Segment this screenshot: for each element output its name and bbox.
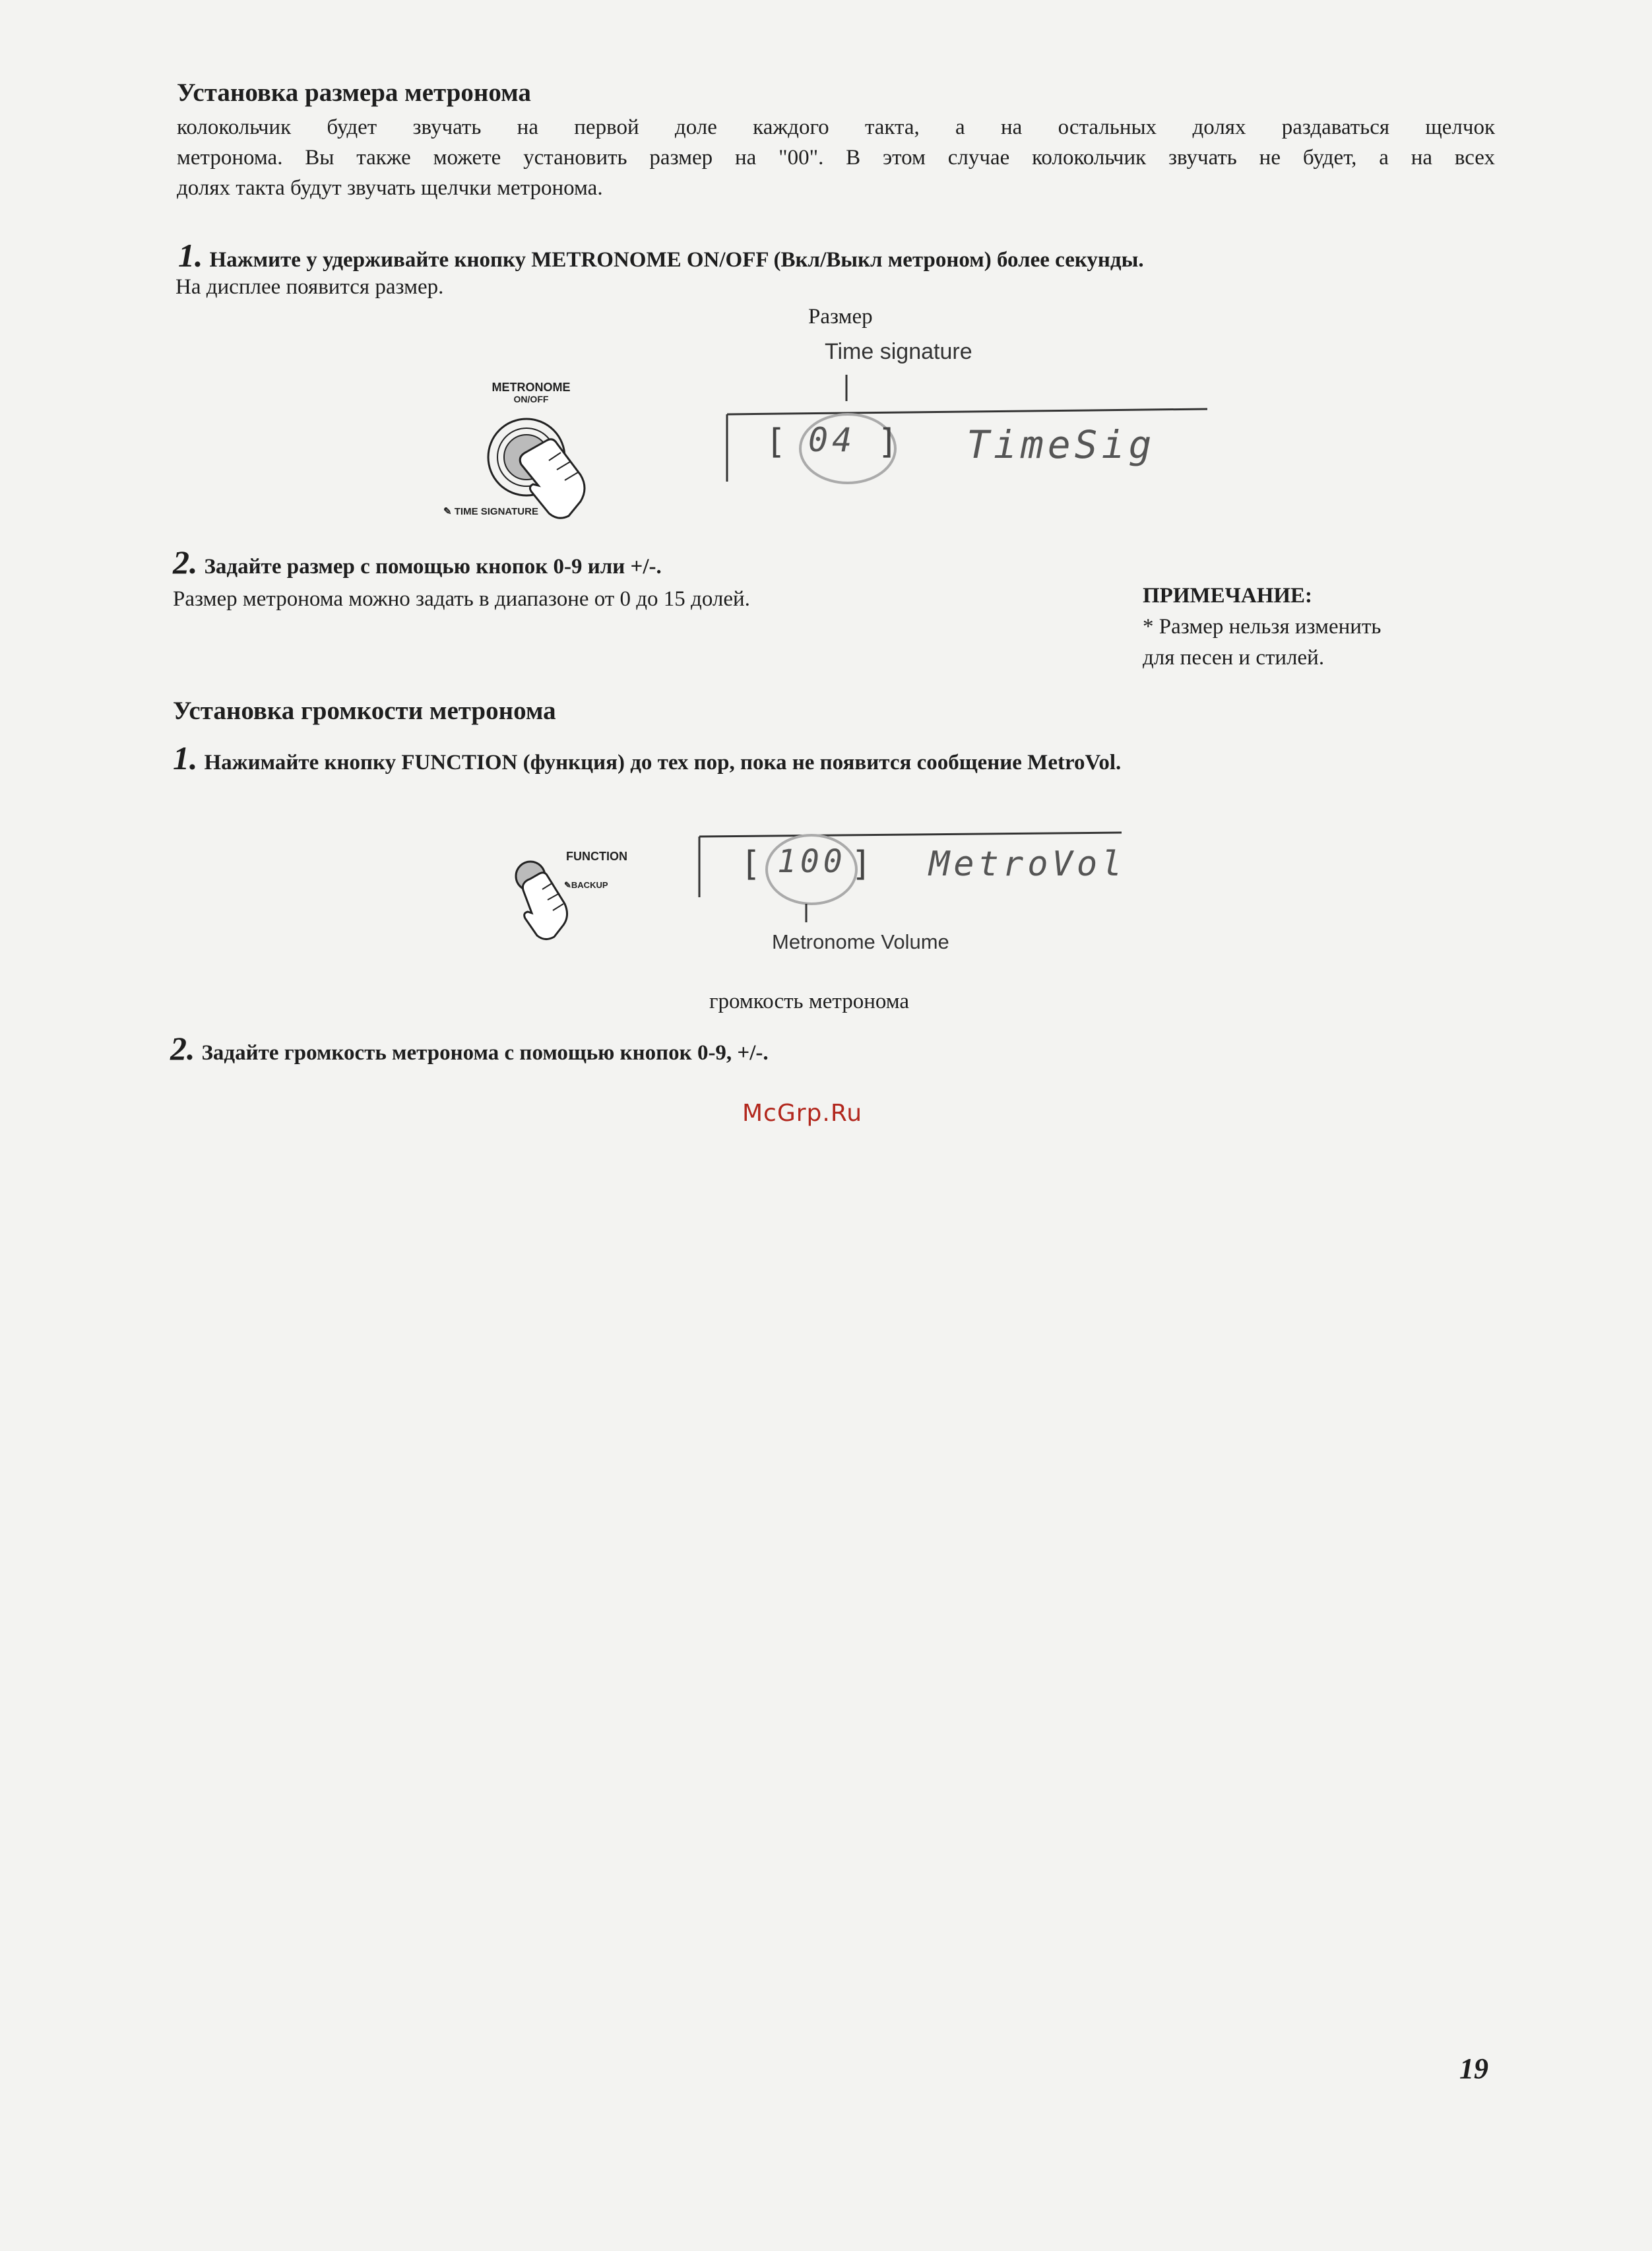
step-number: 1.: [173, 740, 198, 777]
note-title: ПРИМЕЧАНИЕ:: [1143, 584, 1313, 608]
metronome-button-label: [485, 381, 577, 405]
section-title-metronome-size: Установка размера метронома: [177, 79, 531, 107]
display-bracket-right: ]: [877, 422, 899, 462]
step-text: Задайте размер с помощью кнопок 0-9 или +/-.: [204, 555, 662, 579]
step-number: 1.: [178, 237, 203, 274]
figure-label-time-signature-en: Time signature: [825, 339, 972, 364]
display-text-metrovol: MetroVol: [929, 844, 1126, 884]
backup-label: [564, 880, 608, 891]
step-text: Задайте громкость метронома с помощью кнопок 0-9, +/-.: [201, 1041, 769, 1065]
time-signature-label: [443, 505, 538, 517]
display-value-time-signature: 04: [808, 421, 856, 459]
step-2-time-signature: [173, 543, 662, 581]
pen-icon: ✎: [564, 880, 571, 890]
section-title-metronome-volume: Установка громкости метронома: [173, 697, 556, 725]
backup-text: BACKUP: [571, 880, 608, 890]
display-value-volume: 100: [777, 843, 846, 880]
step-text: Нажимайте кнопку FUNCTION (функция) до тех пор, пока не появится сообщение MetroVol.: [204, 751, 1122, 775]
note-line: * Размер нельзя изменить: [1143, 615, 1382, 639]
step-number: 2.: [170, 1030, 195, 1067]
button-label-line: METRONOME: [492, 381, 571, 394]
step-number: 2.: [173, 544, 198, 581]
note-box: [1143, 581, 1381, 674]
step-text: Нажмите у удерживайте кнопку METRONOME ON/OFF (Вкл/Выкл метроном) более секунды.: [209, 248, 1144, 272]
note-line: для песен и стилей.: [1143, 646, 1325, 670]
function-button[interactable]: [516, 862, 548, 893]
display-bracket-right: ]: [851, 844, 872, 884]
paragraph-line: долях такта будут звучать щелчки метронома.: [177, 176, 603, 200]
time-signature-text: TIME SIGNATURE: [454, 506, 538, 517]
figure-label-metronome-volume-ru: громкость метронома: [709, 990, 910, 1013]
figure-label-metronome-volume-en: Metronome Volume: [772, 930, 949, 953]
watermark: McGrp.Ru: [742, 1100, 863, 1127]
step-1-subtext: На дисплее появится размер.: [175, 275, 444, 299]
page-number: 19: [1459, 2052, 1488, 2085]
button-label-line: ON/OFF: [513, 394, 549, 404]
step-2-subtext: Размер метронома можно задать в диапазоне от 0 до 15 долей.: [173, 587, 750, 611]
display-bracket-left: [: [740, 844, 761, 884]
step-2-volume: [170, 1029, 769, 1067]
step-1-volume: [173, 739, 1121, 777]
figure-label-time-signature-ru: Размер: [808, 305, 873, 329]
paragraph-line: колокольчик будет звучать на первой доле каждого такта, а на остальных долях раздаваться щелчок: [177, 115, 1495, 139]
display-text-timesig: TimeSig: [967, 422, 1156, 467]
paragraph-line: метронома. Вы также можете установить размер на "00". В этом случае колокольчик звучать не будет, а на всех: [177, 146, 1495, 170]
step-1-time-signature: [178, 236, 1144, 274]
function-button-label: FUNCTION: [566, 850, 627, 863]
pen-icon: ✎: [443, 506, 452, 517]
display-bracket-left: [: [765, 422, 786, 462]
intro-paragraph: [177, 112, 1495, 203]
